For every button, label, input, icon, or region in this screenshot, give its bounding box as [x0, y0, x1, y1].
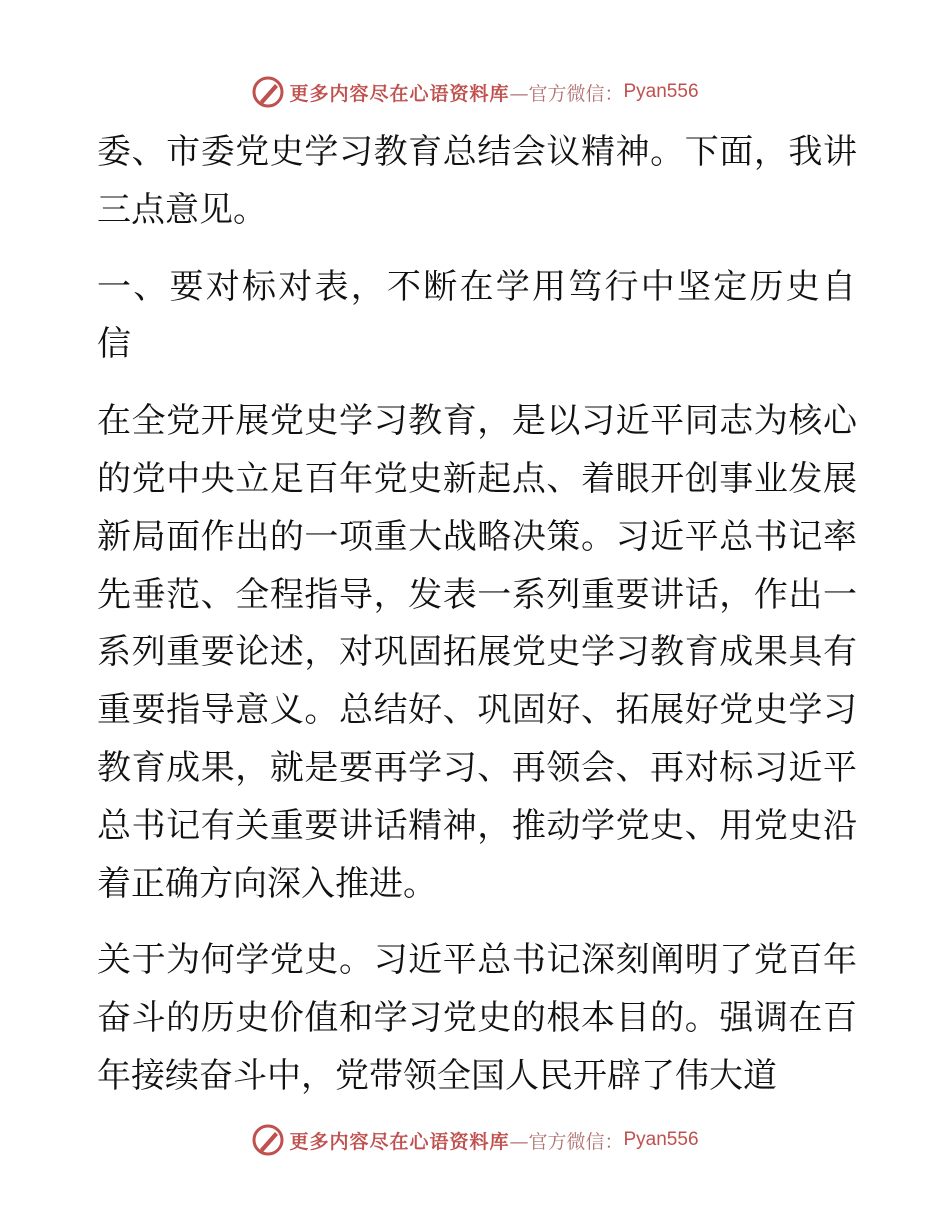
- pen-logo-icon: [251, 75, 285, 109]
- paragraph-3: 关于为何学党史。习近平总书记深刻阐明了党百年奋斗的历史价值和学习党史的根本目的。强调在百年接续奋斗中，党带领全国人民开辟了伟大道: [97, 940, 857, 1096]
- section-heading: 一、要对标对表，不断在学用笃行中坚定历史自信: [97, 266, 857, 365]
- watermark-id-text: Pyan556: [623, 81, 699, 102]
- watermark-id-text: Pyan556: [623, 1129, 699, 1150]
- document-body: [97, 124, 857, 1106]
- pen-logo-icon: [251, 1123, 285, 1157]
- header-watermark: [0, 72, 950, 112]
- watermark-sub-text: —官方微信：: [509, 82, 624, 105]
- watermark-main-text: 更多内容尽在心语资料库: [289, 1130, 510, 1153]
- watermark-sub-text: —官方微信：: [509, 1130, 624, 1153]
- watermark-main-text: 更多内容尽在心语资料库: [289, 82, 510, 105]
- footer-watermark: [0, 1120, 950, 1160]
- paragraph-2: 在全党开展党史学习教育，是以习近平同志为核心的党中央立足百年党史新起点、着眼开创事业发展新局面作出的一项重大战略决策。习近平总书记率先垂范、全程指导，发表一系列重要讲话，作出一系列重要论述，对巩固拓展党史学习教育成果具有重要指导意义。总结好、巩固好、拓展好党史学习教育成果，就是要再学习、再领会、再对标习近平总书记有关重要讲话精神，推动学党史、用党史沿着正确方向深入推进。: [97, 401, 857, 904]
- paragraph-1: 委、市委党史学习教育总结会议精神。下面，我讲三点意见。: [97, 132, 857, 230]
